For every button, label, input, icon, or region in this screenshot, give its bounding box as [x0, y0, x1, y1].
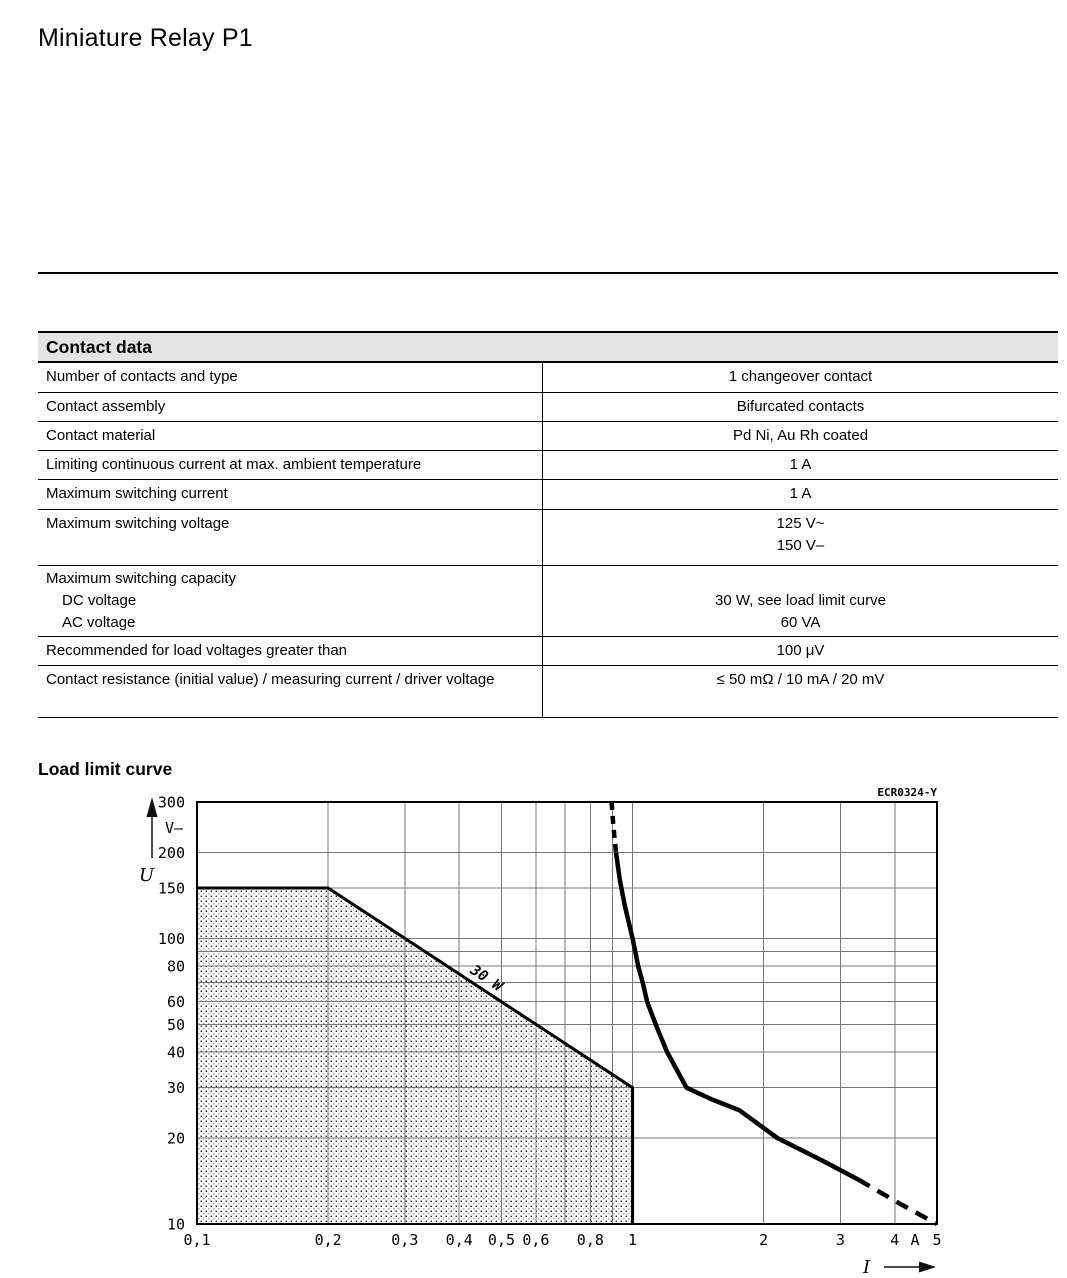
row-value-line: 1 changeover contact [728, 368, 873, 385]
row-value-line: 100 μV [776, 642, 825, 659]
row-label-line: DC voltage [62, 592, 137, 609]
x-axis-unit: A [910, 1231, 920, 1249]
table-header-label: Contact data [46, 336, 152, 357]
y-axis-symbol: U [139, 865, 155, 886]
y-tick-label: 20 [166, 1129, 185, 1148]
y-tick-label: 60 [166, 993, 185, 1012]
row-value [543, 422, 1058, 450]
row-label-line: Contact assembly [46, 398, 166, 415]
y-tick-label: 150 [157, 879, 185, 898]
table-row [38, 393, 1058, 422]
row-label-line: Number of contacts and type [46, 368, 238, 385]
y-tick-label: 100 [157, 929, 185, 948]
x-tick-label: 4 [890, 1231, 900, 1249]
x-tick-label: 1 [628, 1231, 638, 1249]
row-value-line: 30 W, see load limit curve [715, 592, 886, 609]
x-axis-arrowhead-icon [919, 1262, 936, 1273]
row-label-line: Maximum switching capacity [46, 570, 237, 587]
row-value [543, 666, 1058, 717]
x-tick-label: 0,8 [576, 1231, 604, 1249]
x-tick-label: 5 [932, 1231, 942, 1249]
x-axis-symbol: I [863, 1257, 871, 1278]
row-value [543, 393, 1058, 421]
watt-label: 30 W [467, 962, 506, 995]
table-row [38, 666, 1058, 718]
y-axis-unit: V– [164, 819, 183, 837]
row-value-line: Bifurcated contacts [736, 398, 865, 415]
x-tick-label: 0,2 [314, 1231, 342, 1249]
y-tick-label: 10 [166, 1215, 185, 1234]
row-label-line: Contact material [46, 427, 156, 444]
y-tick-label: 200 [157, 843, 185, 862]
row-label-line: Limiting continuous current at max. ambient temperature [46, 456, 422, 473]
table-row [38, 510, 1058, 566]
row-label [38, 666, 543, 717]
x-tick-label: 0,1 [183, 1231, 211, 1249]
x-tick-label: 0,6 [522, 1231, 550, 1249]
y-axis-arrowhead-icon [147, 797, 158, 817]
row-label [38, 566, 543, 636]
row-value-line: 150 V– [776, 537, 825, 554]
chart-heading: Load limit curve [38, 759, 173, 779]
row-label [38, 393, 543, 421]
y-tick-label: 30 [166, 1079, 185, 1098]
row-value-line: 1 A [789, 456, 812, 473]
x-tick-label: 3 [835, 1231, 845, 1249]
row-value-spacer [547, 568, 1054, 590]
plot-code: ECR0324-Y [877, 786, 937, 799]
row-value-line: ≤ 50 mΩ / 10 mA / 20 mV [716, 671, 885, 688]
table-row [38, 451, 1058, 480]
contact-data-table [38, 331, 1058, 718]
row-value-line: 125 V~ [776, 515, 825, 532]
row-label [38, 363, 543, 392]
row-label [38, 637, 543, 665]
table-row [38, 422, 1058, 451]
row-value [543, 480, 1058, 509]
row-label [38, 480, 543, 509]
row-value [543, 510, 1058, 565]
row-label [38, 422, 543, 450]
row-value-line: 1 A [789, 485, 812, 502]
row-label-line: Contact resistance (initial value) / measuring current / driver voltage [46, 671, 495, 688]
row-value-line: 60 VA [780, 614, 821, 631]
table-row [38, 637, 1058, 666]
row-value-line: Pd Ni, Au Rh coated [732, 427, 869, 444]
breaking-capacity-curve [616, 852, 858, 1179]
x-tick-label: 0,4 [445, 1231, 473, 1249]
table-row [38, 566, 1058, 637]
table-row [38, 480, 1058, 510]
row-label-line: Recommended for load voltages greater than [46, 642, 348, 659]
row-value [543, 637, 1058, 665]
row-value [543, 363, 1058, 392]
row-label [38, 451, 543, 479]
row-label-line: AC voltage [62, 614, 136, 631]
row-value [543, 451, 1058, 479]
breaking-capacity-curve [858, 1180, 937, 1224]
page-title: Miniature Relay P1 [38, 24, 253, 52]
x-tick-label: 0,3 [391, 1231, 419, 1249]
row-label-line: Maximum switching voltage [46, 515, 230, 532]
y-tick-label: 50 [166, 1015, 185, 1034]
y-tick-label: 80 [166, 957, 185, 976]
row-value [543, 566, 1058, 636]
load-limit-chart [90, 780, 1067, 1278]
horizontal-rule [38, 272, 1058, 274]
table-header [38, 331, 1058, 363]
row-label-line: Maximum switching current [46, 485, 228, 502]
y-tick-label: 40 [166, 1043, 185, 1062]
y-tick-label: 300 [157, 793, 185, 812]
row-label [38, 510, 543, 565]
x-tick-label: 2 [759, 1231, 769, 1249]
table-row [38, 363, 1058, 393]
x-tick-label: 0,5 [487, 1231, 515, 1249]
